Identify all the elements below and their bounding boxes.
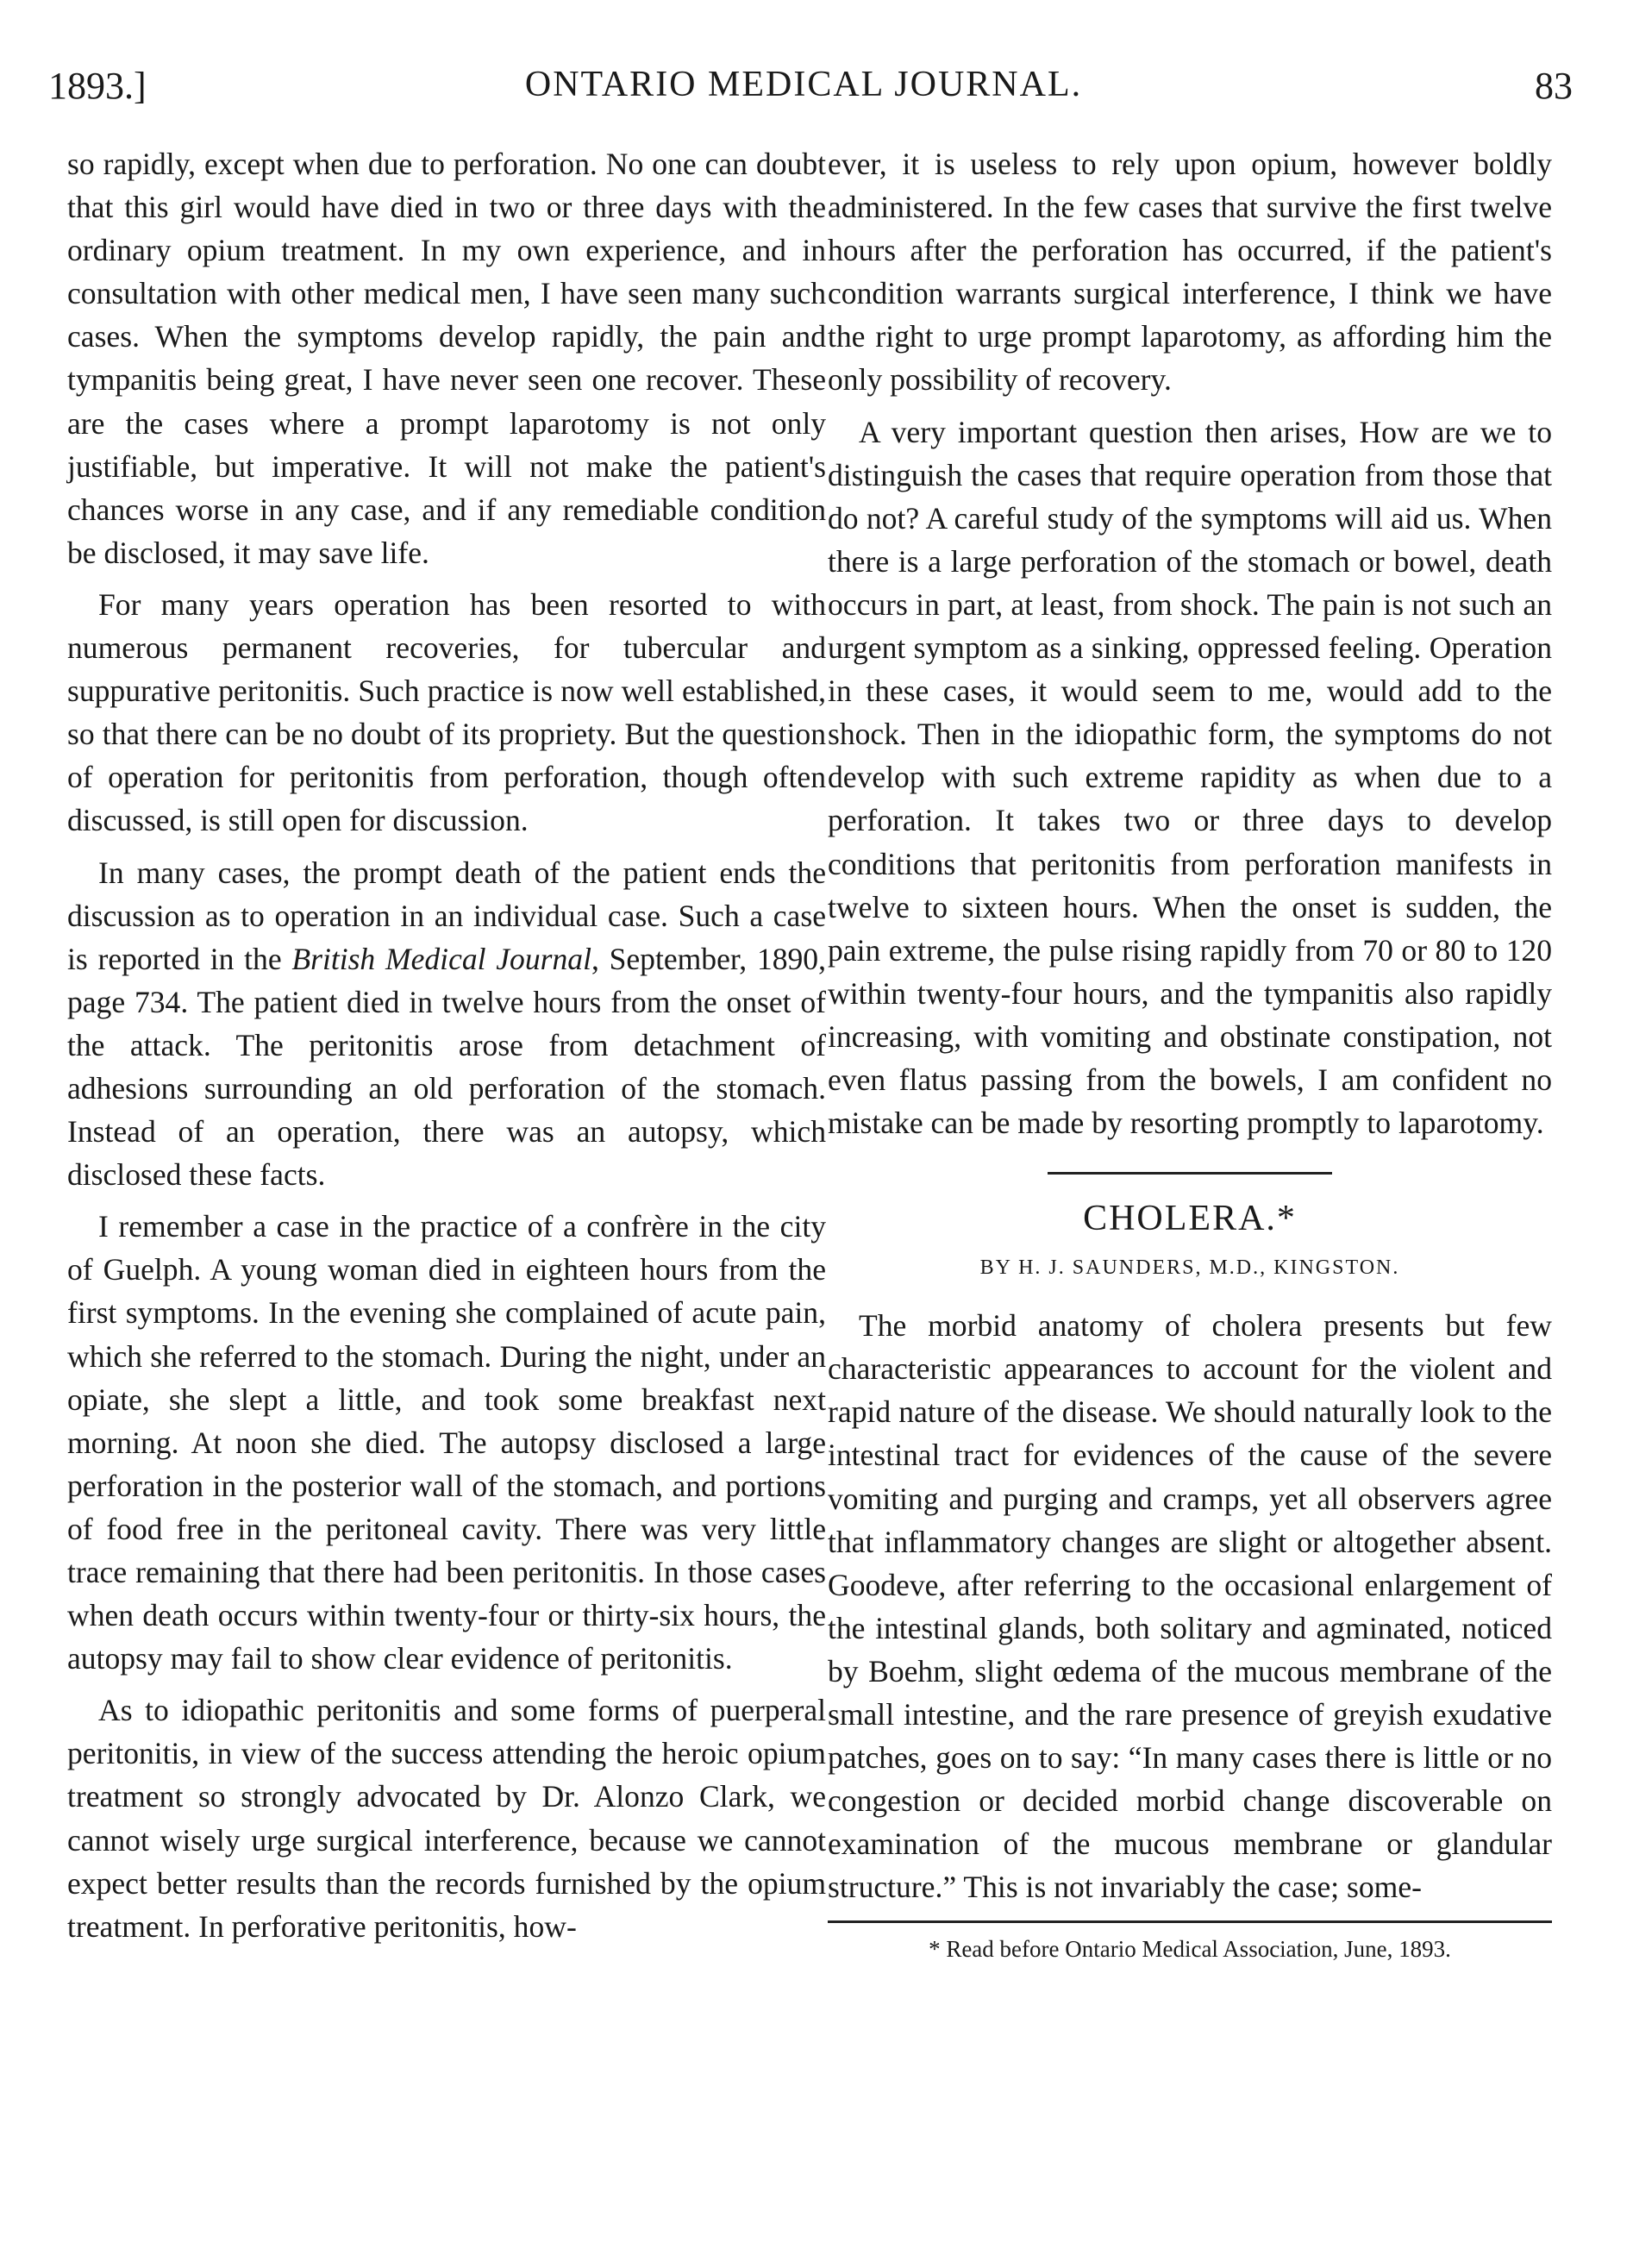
footnote-divider xyxy=(828,1920,1552,1923)
paragraph-text: In many cases, the prompt death of the patient ends the discussion as to operation in an individual case. Such a case is reported in the xyxy=(67,855,826,976)
byline: BY H. J. SAUNDERS, M.D., KINGSTON. xyxy=(979,1256,1400,1280)
paragraph xyxy=(67,851,826,1197)
paragraph: ever, it is useless to rely upon opium, however boldly administered. In the few cases that survive the first twelve hours after the perforation has occurred, if the patient's condition warrants surgical interference, I think we have the right to urge prompt laparotomy, as affording him the only possibility of recovery. xyxy=(828,147,1552,398)
paragraph: A very important question then arises, How are we to distinguish the cases that require operation from those that do not? A careful study of the symptoms will aid us. When there is a large perforation of the stomach or bowel, death occurs in part, at least, from shock. The pain is not such an urgent symptom as a sinking, oppressed feeling. Operation in these cases, it would seem to me, would add to the shock. Then in the idiopathic form, the symptoms do not develop with such extreme rapidity as when due to a perforation. It takes two or three days to develop conditions that peritonitis from perforation manifests in twelve to sixteen hours. When the onset is sudden, the pain extreme, the pulse rising rapidly from 70 or 80 to 120 within twenty-four hours, and the tympanitis also rapidly increasing, with vomiting and obstinate constipation, not even flatus passing from the bowels, I am confident no mistake can be made by resorting promptly to laparotomy. xyxy=(828,414,1552,1141)
left-column xyxy=(67,142,826,1957)
page-header xyxy=(34,64,1573,116)
section-divider xyxy=(1048,1172,1332,1175)
section-title: CHOLERA.* xyxy=(1083,1199,1297,1239)
paragraph: so rapidly, except when due to perforation. No one can doubt that this girl would have died in two or three days with the ordinary opium treatment. In my own experience, and in consultation with other medical men, I have seen many such cases. When the symptoms develop rapidly, the pain and tympanitis being great, I have never seen one recover. These are the cases where a prompt laparotomy is not only justifiable, but imperative. It will not make the patient's chances worse in any case, and if any remediable condition be disclosed, it may save life. xyxy=(67,147,826,570)
right-column xyxy=(828,142,1552,1966)
page-number: 83 xyxy=(1535,65,1573,107)
header-year: 1893.] xyxy=(48,65,147,107)
paragraph: For many years operation has been resorted to with numerous permanent recoveries, for tubercular and suppurative peritonitis. Such practice is now well established, so that there can be no doubt of its propriety. But the question of operation for peritonitis from perforation, though often discussed, is still open for discussion. xyxy=(67,586,826,838)
paragraph-text: , September, 1890, page 734. The patient died in twelve hours from the onset of the attack. The peritonitis arose from detachment of adhesions surrounding an old perforation of the stomach. Instead of an operation, there was an autopsy, which disclosed these facts. xyxy=(67,941,826,1193)
journal-title: ONTARIO MEDICAL JOURNAL. xyxy=(524,65,1083,104)
paragraph: I remember a case in the practice of a confrère in the city of Guelph. A young woman died in eighteen hours from the first symptoms. In the evening she complained of acute pain, which she referred to the stomach. During the night, under an opiate, she slept a little, and took some breakfast next morning. At noon she died. The autopsy disclosed a large perforation in the posterior wall of the stomach, and portions of food free in the peritoneal cavity. There was very little trace remaining that there had been peritonitis. In those cases when death occurs within twenty-four or thirty-six hours, the autopsy may fail to show clear evidence of peritonitis. xyxy=(67,1209,826,1676)
paragraph: As to idiopathic peritonitis and some forms of puerperal peritonitis, in view of the success attending the heroic opium treatment so strongly advocated by Dr. Alonzo Clark, we cannot wisely urge surgical interference, because we cannot expect better results than the records furnished by the opium treatment. In perforative peritonitis, how- xyxy=(67,1693,826,1944)
paragraph: The morbid anatomy of cholera presents but few characteristic appearances to account for the violent and rapid nature of the disease. We should naturally look to the intestinal tract for evidences of the cause of the severe vomiting and purging and cramps, yet all observers agree that inflammatory changes are slight or altogether absent. Goodeve, after referring to the occasional enlargement of the intestinal glands, both solitary and agminated, noticed by Boehm, slight œdema of the mucous membrane of the small intestine, and the rare presence of greyish exudative patches, goes on to say: “In many cases there is little or no congestion or decided morbid change discoverable on examination of the mucous membrane or glandular structure.” This is not invariably the case; some- xyxy=(828,1308,1552,1905)
journal-citation: British Medical Journal xyxy=(291,941,591,976)
footnote: * Read before Ontario Medical Association, June, 1893. xyxy=(929,1936,1451,1963)
